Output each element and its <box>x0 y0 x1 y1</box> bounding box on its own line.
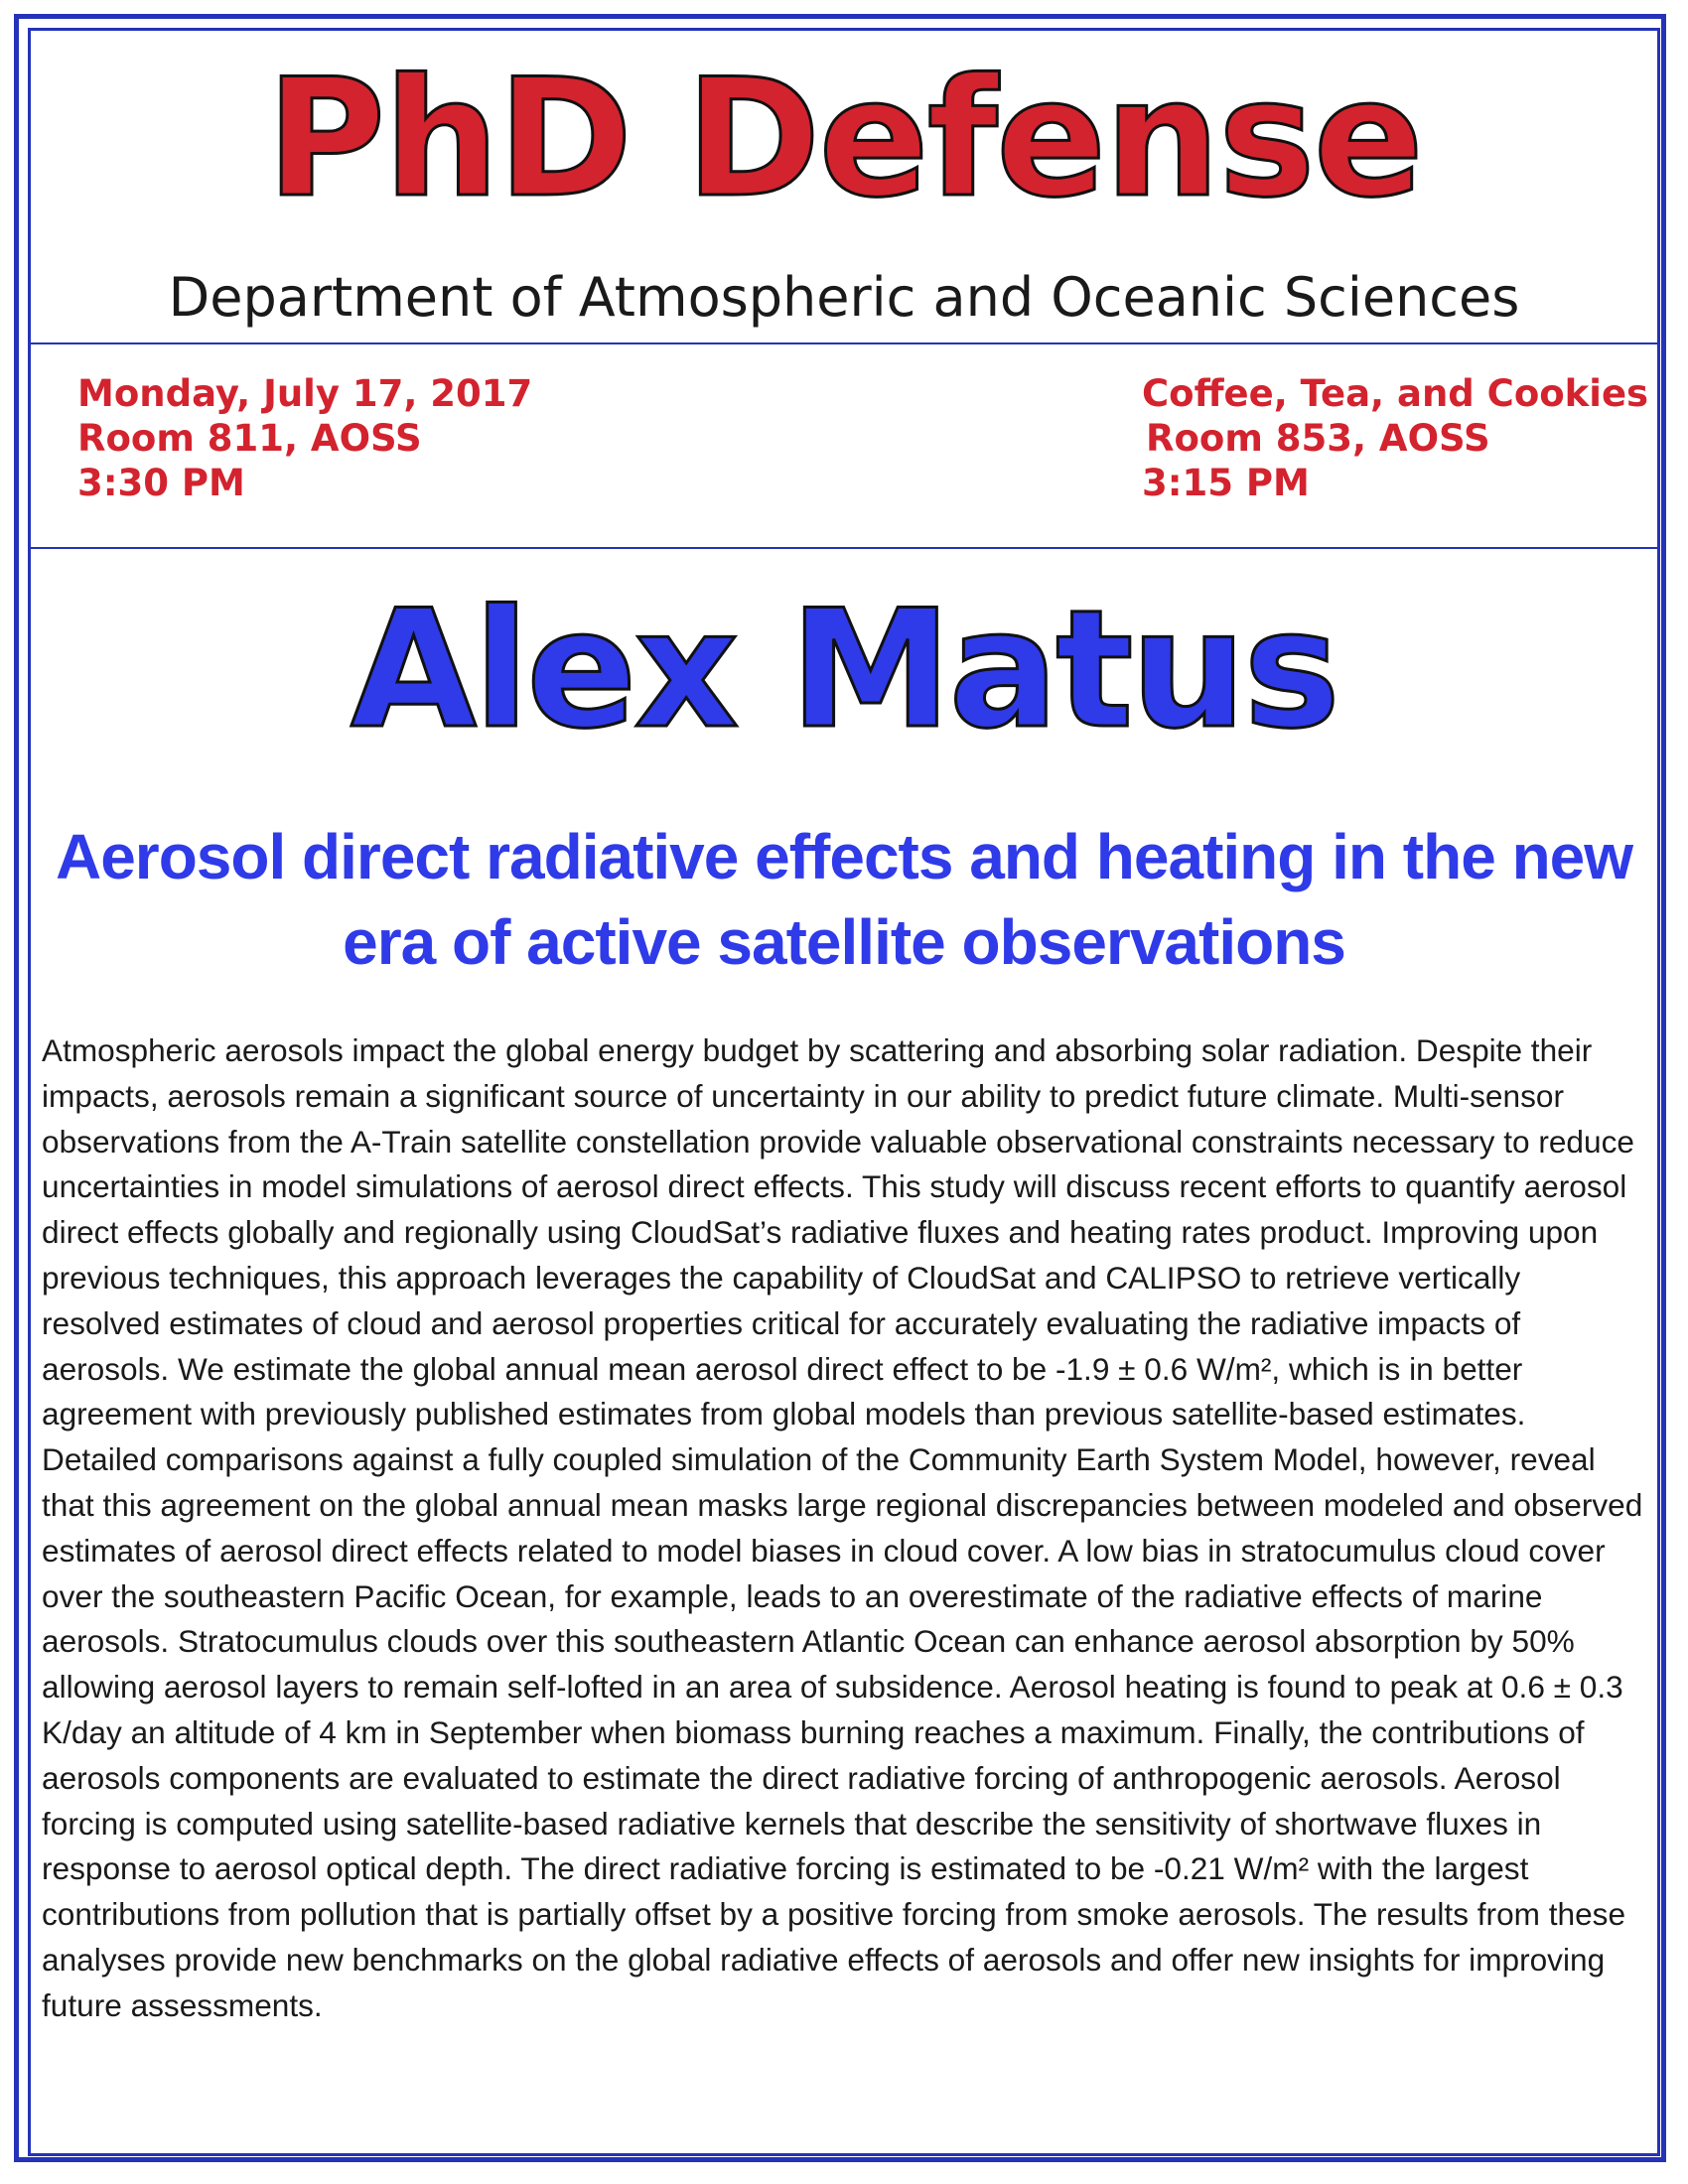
talk-details <box>77 371 532 505</box>
poster-title: PhD Defense <box>266 44 1422 233</box>
refreshments-label: Coffee, Tea, and Cookies <box>1142 372 1649 415</box>
refreshments-room: Room 853, AOSS <box>1146 417 1490 460</box>
divider-top <box>28 342 1660 344</box>
talk-time: 3:30 PM <box>77 462 245 504</box>
divider-bottom <box>28 547 1660 549</box>
refreshments-time: 3:15 PM <box>1142 462 1310 504</box>
talk-room: Room 811, AOSS <box>77 417 422 460</box>
speaker-name: Alex Matus <box>351 575 1337 764</box>
refreshments-details <box>1142 371 1648 505</box>
talk-title: Aerosol direct radiative effects and heating in the new era of active satellite observations <box>55 821 1633 978</box>
abstract-text: Atmospheric aerosols impact the global energy budget by scattering and absorbing solar radiation. Despite their impacts, aerosols remain a significant source of uncertainty in our ability to predict future climate. Multi-sensor observations from the A-Train satellite constellation provide valuable observational constraints necessary to reduce uncertainties in model simulations of aerosol direct effects. This study will discuss recent efforts to quantify aerosol direct effects globally and regionally using CloudSat’s radiative fluxes and heating rates product. Improving upon previous techniques, this approach leverages the capability of CloudSat and CALIPSO to retrieve vertically resolved estimates of cloud and aerosol properties critical for accurately evaluating the radiative impacts of aerosols. We estimate the global annual mean aerosol direct effect to be -1.9 ± 0.6 W/m², which is in better agreement with previously published estimates from global models than previous satellite-based estimates. Detailed comparisons against a fully coupled simulation of the Community Earth System Model, however, reveal that this agreement on the global annual mean masks large regional discrepancies between modeled and observed estimates of aerosol direct effects related to model biases in cloud cover. A low bias in stratocumulus cloud cover over the southeastern Pacific Ocean, for example, leads to an overestimate of the radiative effects of marine aerosols. Stratocumulus clouds over this southeastern Atlantic Ocean can enhance aerosol absorption by 50% allowing aerosol layers to remain self-lofted in an area of subsidence. Aerosol heating is found to peak at 0.6 ± 0.3 K/day an altitude of 4 km in September when biomass burning reaches a maximum. Finally, the contributions of aerosols components are evaluated to estimate the direct radiative forcing of anthropogenic aerosols. Aerosol forcing is computed using satellite-based radiative kernels that describe the sensitivity of shortwave fluxes in response to aerosol optical depth. The direct radiative forcing is estimated to be -0.21 W/m² with the largest contributions from pollution that is partially offset by a positive forcing from smoke aerosols. The results from these analyses provide new benchmarks on the global radiative effects of aerosols and offer new insights for improving future assessments. <box>42 1032 1643 2023</box>
talk-date: Monday, July 17, 2017 <box>77 372 533 415</box>
department-name: Department of Atmospheric and Oceanic Sciences <box>168 266 1520 329</box>
